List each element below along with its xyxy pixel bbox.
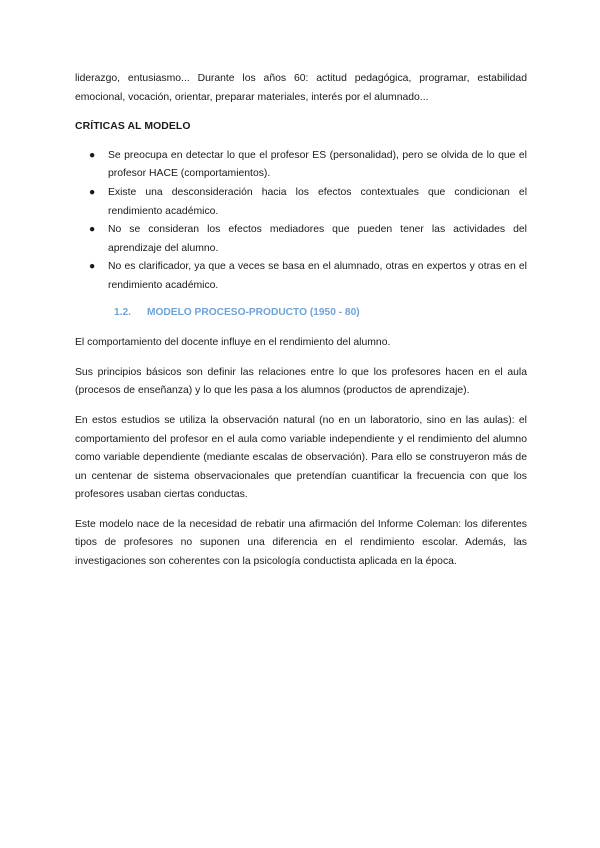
bullet-icon: ● [89, 149, 96, 161]
body-paragraph: El comportamiento del docente influye en el rendimiento del alumno. [75, 337, 391, 349]
criticas-heading: CRÍTICAS AL MODELO [75, 121, 191, 133]
bullet-icon: ● [89, 186, 96, 198]
list-item [75, 147, 527, 184]
body-paragraph: Sus principios básicos son definir las relaciones entre lo que los profesores hacen en el aula (procesos de enseñanza) y lo que les pasa a los alumnos (productos de aprendizaje). [75, 366, 527, 397]
list-item-text: Existe una desconsideración hacia los efectos contextuales que condicionan el rendimiento académico. [108, 186, 527, 217]
body-paragraph: En estos estudios se utiliza la observación natural (no en un laboratorio, sino en las aulas): el comportamiento del profesor en el aula como variable independiente y el rendimiento del alumno como variable dependiente (mediante escalas de observación). Para ello se construyeron más de un centenar de sistema observacionales que pretendían cuantificar la frecuencia con que los profesores usaban ciertas conductas. [75, 414, 527, 501]
section-number: 1.2. [114, 306, 131, 318]
section-title: MODELO PROCESO-PRODUCTO (1950 - 80) [147, 306, 360, 318]
intro-paragraph: liderazgo, entusiasmo... Durante los años 60: actitud pedagógica, programar, estabilidad emocional, vocación, orientar, preparar materiales, interés por el alumnado... [75, 73, 527, 103]
list-item-text: No es clarificador, ya que a veces se basa en el alumnado, otras en expertos y otras en el rendimiento académico. [108, 261, 527, 291]
list-item-text: No se consideran los efectos mediadores que pueden tener las actividades del aprendizaje del alumno. [108, 224, 527, 254]
list-item-text: Se preocupa en detectar lo que el profesor ES (personalidad), pero se olvida de lo que el profesor HACE (comportamientos). [108, 149, 527, 180]
section-heading [75, 304, 527, 323]
list-item [75, 184, 527, 221]
bullet-icon: ● [89, 224, 96, 236]
body-paragraph: Este modelo nace de la necesidad de rebatir una afirmación del Informe Coleman: los diferentes tipos de profesores no suponen una diferencia en el rendimiento escolar. Además, las investigaciones son coherentes con la psicología conductista aplicada en la época. [75, 518, 527, 568]
criticas-list [75, 147, 527, 296]
list-item [75, 221, 527, 258]
list-item [75, 258, 527, 295]
bullet-icon: ● [89, 261, 96, 273]
document-page [75, 70, 527, 583]
